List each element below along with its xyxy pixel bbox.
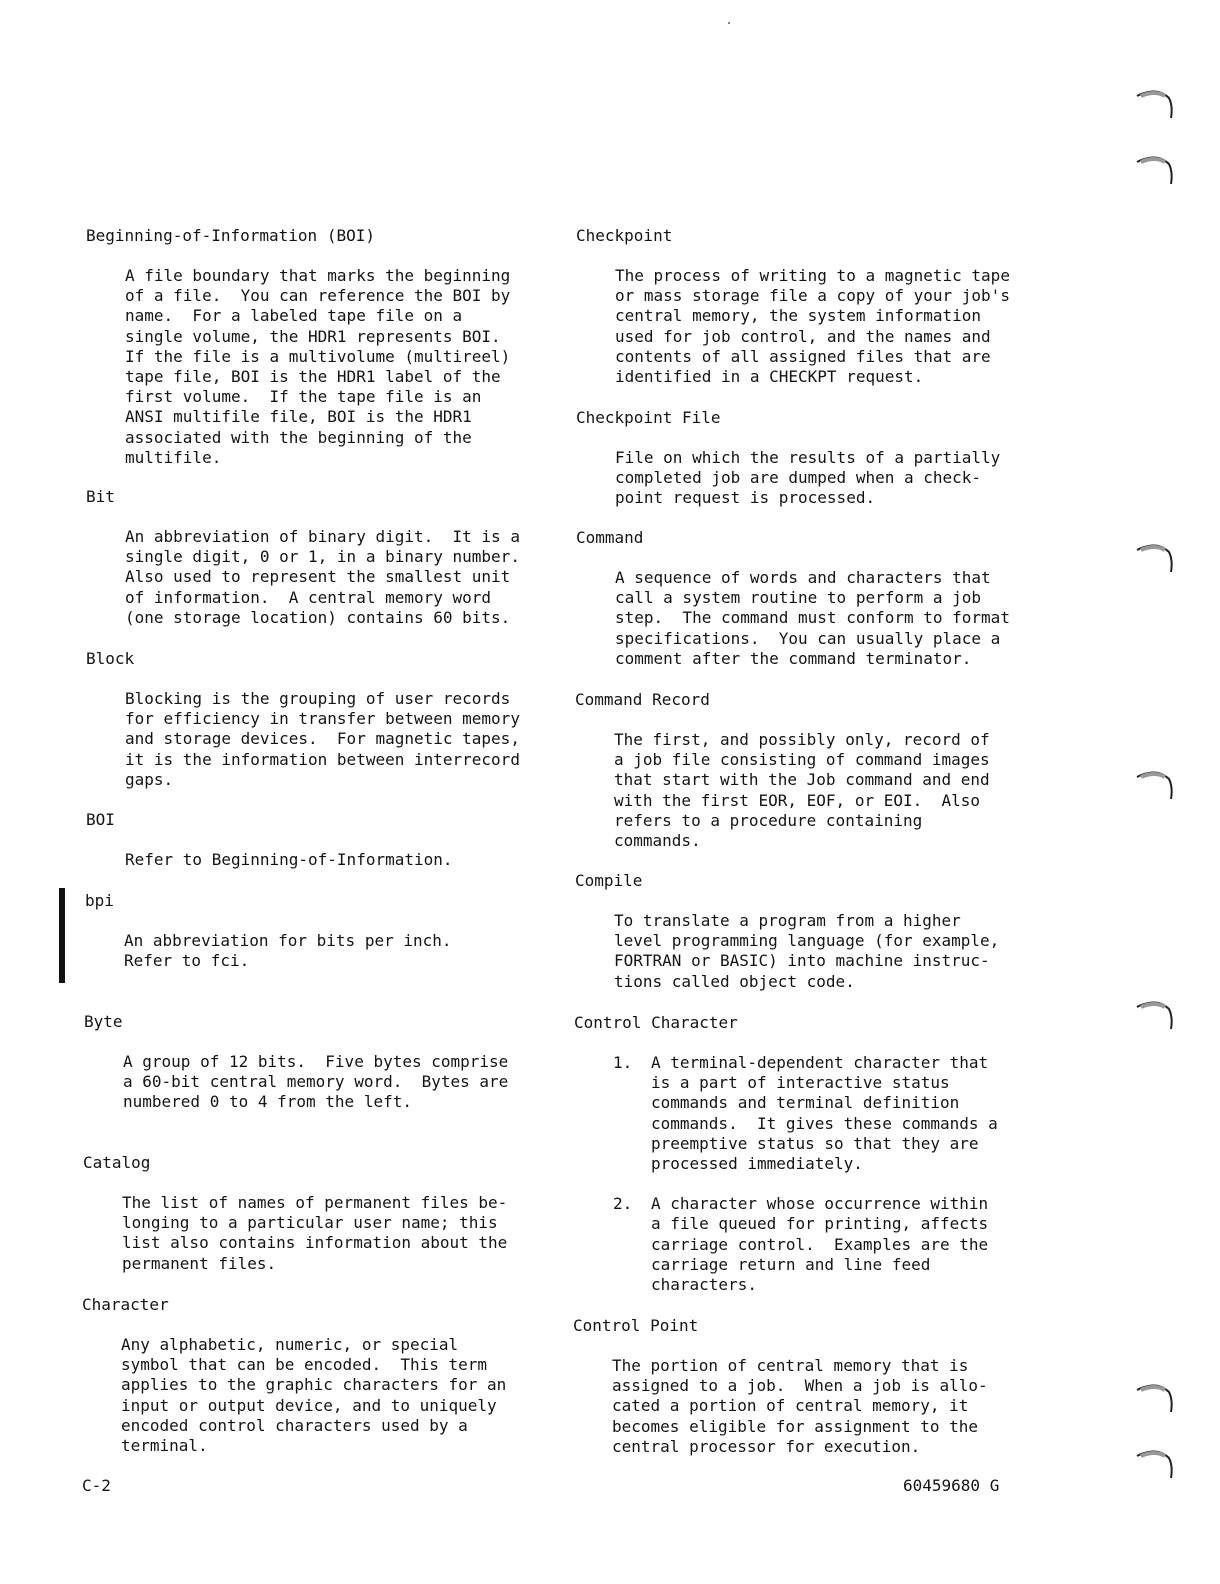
glossary-term: Bit — [86, 487, 115, 506]
definition-line: processed immediately. — [651, 1154, 863, 1174]
definition-line: central processor for execution. — [612, 1436, 921, 1456]
glossary-entry-block — [86, 649, 556, 790]
glossary-entry-command-record — [575, 690, 1045, 851]
item-number: 2. — [613, 1194, 633, 1214]
document-number: 60459680 G — [903, 1476, 1000, 1495]
glossary-entry-command — [576, 528, 1046, 669]
binder-hole-mark-icon — [1135, 765, 1177, 807]
definition-line: The first, and possibly only, record of — [614, 730, 990, 749]
glossary-entry-compile — [575, 871, 1045, 992]
glossary-definition — [125, 850, 556, 870]
glossary-entry-byte — [84, 1012, 554, 1113]
glossary-definition — [615, 568, 1046, 669]
definition-line: central memory, the system information — [615, 306, 982, 326]
definition-line: A file boundary that marks the beginning — [125, 266, 511, 285]
definition-line: used for job control, and the names and — [615, 326, 991, 346]
definition-line: specifications. You can usually place a — [615, 628, 1001, 648]
definition-line: first volume. If the tape file is an — [125, 387, 482, 407]
definition-line: Any alphabetic, numeric, or special — [121, 1335, 459, 1354]
definition-line: cated a portion of central memory, it — [612, 1396, 969, 1416]
definition-line: A sequence of words and characters that — [615, 568, 991, 587]
definition-line: a job file consisting of command images — [614, 750, 990, 770]
definition-line: step. The command must conform to format — [615, 608, 1010, 628]
glossary-definition — [122, 1193, 553, 1274]
glossary-definition — [125, 266, 556, 468]
definition-line: completed job are dumped when a check- — [615, 468, 982, 488]
glossary-term: Catalog — [83, 1153, 151, 1172]
glossary-term: Control Character — [574, 1013, 738, 1032]
glossary-definition — [615, 448, 1046, 509]
glossary-definition — [121, 1335, 552, 1456]
glossary-term: Command Record — [575, 690, 710, 709]
glossary-term: Command — [576, 528, 644, 547]
definition-line: characters. — [651, 1275, 757, 1295]
glossary-term: Beginning-of-Information (BOI) — [86, 226, 375, 245]
glossary-definition — [123, 1052, 554, 1113]
definition-line: Refer to Beginning-of-Information. — [125, 850, 453, 869]
glossary-entry-control-point — [573, 1316, 1043, 1457]
definition-line: Refer to fci. — [124, 951, 250, 971]
glossary-definition — [614, 730, 1045, 851]
glossary-entry-boi-full — [86, 226, 556, 468]
definition-line: and storage devices. For magnetic tapes, — [125, 729, 520, 749]
numbered-item — [613, 1053, 1044, 1174]
definition-line: comment after the command terminator. — [615, 648, 972, 668]
glossary-term: Byte — [84, 1012, 123, 1031]
definition-line: contents of all assigned files that are — [615, 346, 991, 366]
definition-line: refers to a procedure containing — [614, 810, 923, 830]
numbered-item — [613, 1194, 1044, 1295]
glossary-entry-control-character — [574, 1013, 1044, 1295]
definition-line: A terminal-dependent character that — [651, 1053, 989, 1072]
binder-hole-mark-icon — [1135, 995, 1177, 1037]
glossary-definition — [615, 266, 1046, 387]
page-number: C-2 — [82, 1476, 111, 1495]
definition-line: tape file, BOI is the HDR1 label of the — [125, 367, 501, 387]
glossary-term: Control Point — [573, 1316, 699, 1335]
glossary-entry-bpi — [85, 891, 555, 971]
definition-line: terminal. — [121, 1436, 208, 1456]
definition-line: becomes eligible for assignment to the — [612, 1416, 979, 1436]
definition-line: multifile. — [125, 447, 222, 467]
binder-hole-mark-icon — [1135, 150, 1177, 192]
scan-speck — [728, 22, 730, 24]
glossary-term: bpi — [85, 891, 114, 910]
glossary-entry-catalog — [83, 1153, 553, 1274]
definition-line: An abbreviation of binary digit. It is a — [125, 527, 520, 546]
definition-line: level programming language (for example, — [614, 931, 1000, 951]
definition-line: it is the information between interrecord — [125, 749, 520, 769]
definition-line: that start with the Job command and end — [614, 770, 990, 790]
definition-line: name. For a labeled tape file on a — [125, 306, 463, 326]
definition-line: input or output device, and to uniquely — [121, 1395, 497, 1415]
definition-line: FORTRAN or BASIC) into machine instruc- — [614, 951, 990, 971]
glossary-entry-checkpoint-file — [576, 408, 1046, 509]
definition-line: Blocking is the grouping of user records — [125, 689, 511, 708]
definition-line: call a system routine to perform a job — [615, 588, 982, 608]
definition-line: encoded control characters used by a — [121, 1415, 468, 1435]
definition-line: commands and terminal definition — [651, 1093, 960, 1113]
glossary-entry-bit — [86, 487, 556, 628]
definition-line: To translate a program from a higher — [614, 911, 961, 930]
definition-line: identified in a CHECKPT request. — [615, 367, 924, 387]
binder-hole-mark-icon — [1135, 538, 1177, 580]
definition-line: applies to the graphic characters for an — [121, 1375, 507, 1395]
definition-line: ANSI multifile file, BOI is the HDR1 — [125, 407, 472, 427]
revision-change-bar — [59, 888, 65, 983]
definition-line: a 60-bit central memory word. Bytes are — [123, 1072, 509, 1092]
glossary-entry-checkpoint — [576, 226, 1046, 387]
glossary-definition — [125, 527, 556, 628]
definition-line: list also contains information about the — [122, 1233, 508, 1253]
definition-line: A group of 12 bits. Five bytes comprise — [123, 1052, 509, 1071]
definition-line: If the file is a multivolume (multireel) — [125, 346, 511, 366]
definition-line: point request is processed. — [615, 488, 876, 508]
definition-line: assigned to a job. When a job is allo- — [612, 1376, 988, 1396]
definition-line: single digit, 0 or 1, in a binary number. — [125, 547, 520, 567]
binder-hole-mark-icon — [1135, 84, 1177, 126]
binder-hole-mark-icon — [1135, 1444, 1177, 1486]
definition-line: carriage return and line feed — [651, 1254, 931, 1274]
definition-line: preemptive status so that they are — [651, 1133, 979, 1153]
glossary-definition — [124, 931, 555, 971]
glossary-entry-boi — [86, 810, 556, 870]
definition-line: longing to a particular user name; this — [122, 1213, 498, 1233]
definition-line: of information. A central memory word — [125, 587, 492, 607]
definition-line: commands. — [614, 831, 701, 851]
glossary-term: Compile — [575, 871, 643, 890]
definition-line: for efficiency in transfer between memory — [125, 709, 520, 729]
glossary-definition — [612, 1356, 1043, 1457]
definition-line: A character whose occurrence within — [651, 1194, 989, 1214]
definition-line: is a part of interactive status — [651, 1073, 950, 1093]
glossary-term: Block — [86, 649, 135, 668]
item-body — [651, 1053, 1044, 1174]
definition-line: numbered 0 to 4 from the left. — [123, 1092, 412, 1112]
definition-line: or mass storage file a copy of your job's — [615, 286, 1010, 306]
definition-line: associated with the beginning of the — [125, 427, 472, 447]
definition-line: a file queued for printing, affects — [651, 1214, 989, 1234]
definition-line: with the first EOR, EOF, or EOI. Also — [614, 790, 981, 810]
glossary-term: Checkpoint File — [576, 408, 721, 427]
definition-line: single volume, the HDR1 represents BOI. — [125, 326, 501, 346]
glossary-term: BOI — [86, 810, 115, 829]
definition-line: File on which the results of a partially — [615, 448, 1001, 467]
definition-line: commands. It gives these commands a — [651, 1113, 998, 1133]
definition-line: of a file. You can reference the BOI by — [125, 286, 511, 306]
glossary-term: Character — [82, 1295, 169, 1314]
glossary-term: Checkpoint — [576, 226, 673, 245]
definition-line: The portion of central memory that is — [612, 1356, 969, 1375]
definition-line: symbol that can be encoded. This term — [121, 1355, 488, 1375]
definition-line: carriage control. Examples are the — [651, 1234, 989, 1254]
definition-line: tions called object code. — [614, 971, 855, 991]
binder-hole-mark-icon — [1135, 1378, 1177, 1420]
glossary-definition — [125, 689, 556, 790]
definition-line: An abbreviation for bits per inch. — [124, 931, 452, 950]
definition-line: Also used to represent the smallest unit — [125, 567, 511, 587]
definition-line: The process of writing to a magnetic tape — [615, 266, 1010, 285]
definition-line: permanent files. — [122, 1253, 277, 1273]
glossary-definition — [614, 911, 1045, 992]
definition-line: gaps. — [125, 769, 174, 789]
glossary-entry-character — [82, 1295, 552, 1456]
definition-line: The list of names of permanent files be- — [122, 1193, 508, 1212]
item-number: 1. — [613, 1053, 633, 1072]
definition-line: (one storage location) contains 60 bits. — [125, 607, 511, 627]
item-body — [651, 1194, 1044, 1295]
